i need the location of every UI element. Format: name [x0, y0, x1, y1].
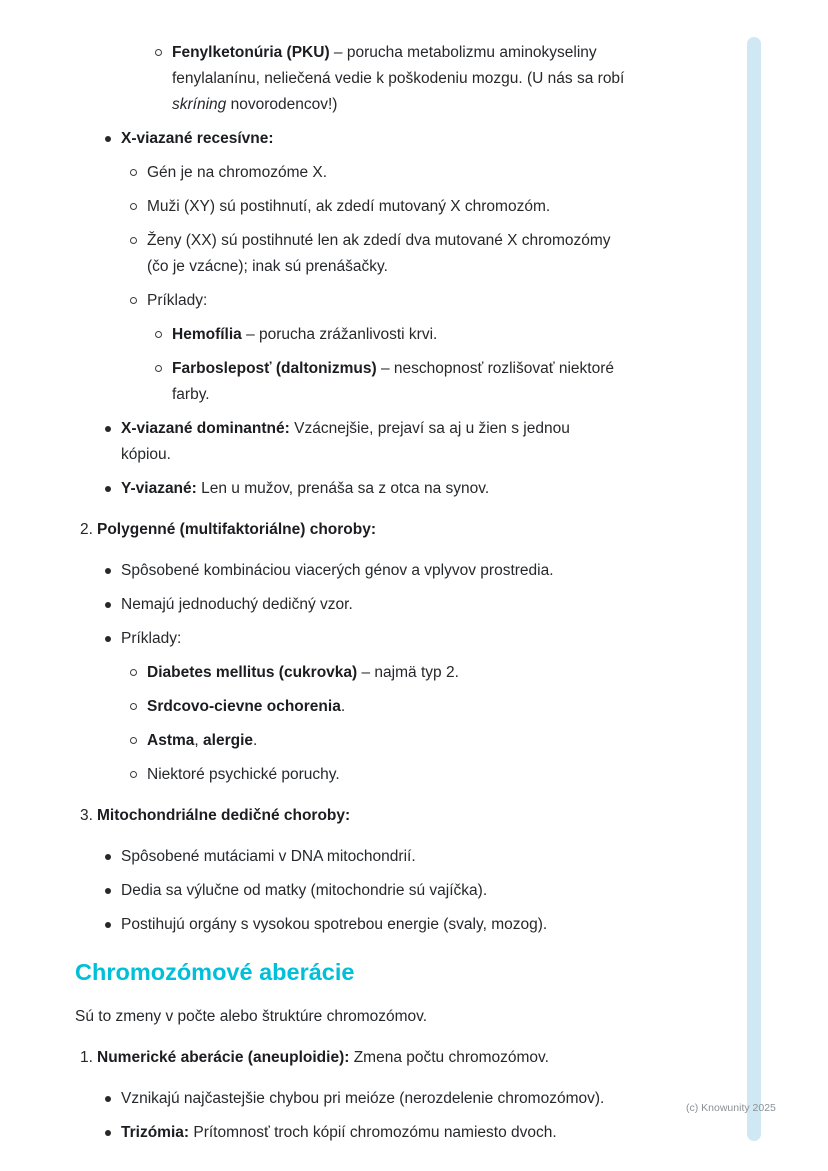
list-item — [75, 1120, 710, 1146]
list-item — [75, 1086, 710, 1112]
numbered-item — [75, 803, 710, 829]
text-run: (čo je vzácne); inak sú prenášačky. — [147, 258, 388, 275]
paragraph — [75, 1004, 710, 1030]
bold-text: Fenylketonúria (PKU) — [172, 44, 330, 61]
item-text — [121, 592, 710, 618]
item-text — [121, 844, 710, 870]
item-text — [147, 228, 710, 280]
text-run: Dedia sa výlučne od matky (mitochondrie sú vajíčka). — [121, 882, 488, 899]
text-run: – porucha zrážanlivosti krvi. — [241, 326, 438, 343]
text-run: fenylalanínu, neliečená vedie k poškodeniu mozgu. (U nás sa robí — [172, 70, 625, 87]
text-run: Sú to zmeny v počte alebo štruktúre chromozómov. — [75, 1008, 428, 1025]
list-item — [75, 160, 710, 186]
list-item — [75, 878, 710, 904]
list-item — [75, 416, 710, 468]
text-run: Gén je na chromozóme X. — [147, 164, 328, 181]
text-run: Postihujú orgány s vysokou spotrebou energie (svaly, mozog). — [121, 916, 548, 933]
text-run: Vzácnejšie, prejaví sa aj u žien s jednou — [289, 420, 570, 437]
list-item — [75, 728, 710, 754]
item-text — [97, 517, 710, 543]
list-item — [75, 194, 710, 220]
bullet-circle-icon — [155, 331, 162, 338]
list-item — [75, 558, 710, 584]
list-item — [75, 694, 710, 720]
item-text — [147, 288, 710, 314]
list-item — [75, 660, 710, 686]
bullet-circle-icon — [130, 669, 137, 676]
bullet-disc-icon — [105, 602, 111, 608]
text-run: Spôsobené mutáciami v DNA mitochondrií. — [121, 848, 416, 865]
item-text — [147, 728, 710, 754]
item-text — [172, 322, 710, 348]
list-item — [75, 844, 710, 870]
text-run: Spôsobené kombináciou viacerých génov a vplyvov prostredia. — [121, 562, 554, 579]
bold-text: Numerické aberácie (aneuploidie): — [97, 1049, 350, 1066]
list-item — [75, 762, 710, 788]
text-run: . — [253, 732, 258, 749]
bullet-circle-icon — [130, 203, 137, 210]
text-run: , — [194, 732, 204, 749]
bold-text: alergie — [203, 732, 253, 749]
bullet-disc-icon — [105, 426, 111, 432]
bold-text: Hemofília — [172, 326, 242, 343]
bullet-circle-icon — [130, 169, 137, 176]
text-run: Vznikajú najčastejšie chybou pri meióze (nerozdelenie chromozómov). — [121, 1090, 605, 1107]
text-run: novorodencov!) — [226, 96, 338, 113]
item-text — [121, 1086, 710, 1112]
list-item — [75, 626, 710, 652]
item-text — [147, 694, 710, 720]
copyright-footer: (c) Knowunity 2025 — [686, 1102, 776, 1114]
item-number: 2. — [80, 521, 93, 538]
numbered-item — [75, 1045, 710, 1071]
text-run: – porucha metabolizmu aminokyseliny — [329, 44, 597, 61]
list-item — [75, 126, 710, 152]
list-item — [75, 476, 710, 502]
bold-text: Astma — [147, 732, 195, 749]
bold-text: X-viazané recesívne: — [121, 130, 274, 147]
numbered-item — [75, 517, 710, 543]
list-item — [75, 288, 710, 314]
bold-text: Y-viazané: — [121, 480, 197, 497]
text-run: . — [340, 698, 346, 715]
list-item — [75, 356, 710, 408]
item-text — [172, 356, 710, 408]
bullet-disc-icon — [105, 1096, 111, 1102]
page-edge-bar — [747, 37, 761, 1141]
text-run: Prítomnosť troch kópií chromozómu namiesto dvoch. — [189, 1124, 557, 1141]
text-run: Nemajú jednoduchý dedičný vzor. — [121, 596, 353, 613]
item-text — [147, 762, 710, 788]
item-text — [147, 194, 710, 220]
bold-text: Polygenné (multifaktoriálne) choroby: — [97, 521, 377, 538]
text-run: – najmä typ 2. — [357, 664, 459, 681]
bullet-circle-icon — [155, 365, 162, 372]
item-text — [121, 626, 710, 652]
item-text — [121, 1120, 710, 1146]
list-item — [75, 228, 710, 280]
item-text — [147, 660, 710, 686]
italic-text: skríning — [172, 96, 227, 113]
list-item — [75, 40, 710, 118]
bullet-circle-icon — [130, 737, 137, 744]
item-number: 3. — [80, 807, 93, 824]
section-heading — [75, 956, 710, 988]
item-text — [121, 476, 710, 502]
bullet-disc-icon — [105, 568, 111, 574]
bullet-disc-icon — [105, 888, 111, 894]
bullet-circle-icon — [130, 297, 137, 304]
bold-text: Farbosleposť (daltonizmus) — [172, 360, 377, 377]
bold-text: Trizómia: — [121, 1124, 190, 1141]
bullet-disc-icon — [105, 486, 111, 492]
text-run: Ženy (XX) sú postihnuté len ak zdedí dva mutované X chromozómy — [147, 232, 611, 249]
text-run: – neschopnosť rozlišovať niektoré — [376, 360, 615, 377]
text-run: Muži (XY) sú postihnutí, ak zdedí mutovaný X chromozóm. — [147, 198, 551, 215]
item-text — [121, 912, 710, 938]
item-text — [121, 126, 710, 152]
bullet-circle-icon — [130, 237, 137, 244]
text-run: Príklady: — [121, 630, 182, 647]
list-item — [75, 912, 710, 938]
bullet-circle-icon — [130, 703, 137, 710]
list-item — [75, 322, 710, 348]
bold-text: Diabetes mellitus (cukrovka) — [147, 664, 358, 681]
item-text — [121, 558, 710, 584]
item-text — [147, 160, 710, 186]
text-run: kópiou. — [121, 446, 171, 463]
bullet-disc-icon — [105, 636, 111, 642]
bullet-disc-icon — [105, 1130, 111, 1136]
item-text — [172, 40, 710, 118]
text-run: Niektoré psychické poruchy. — [147, 766, 340, 783]
text-run: Len u mužov, prenáša sa z otca na synov. — [196, 480, 490, 497]
bold-text: X-viazané dominantné: — [121, 420, 290, 437]
bullet-circle-icon — [130, 771, 137, 778]
text-run: Príklady: — [147, 292, 208, 309]
bold-text: Srdcovo-cievne ochorenia — [147, 698, 341, 715]
text-run: Chromozómové aberácie — [75, 959, 355, 985]
text-run: farby. — [172, 386, 210, 403]
bullet-disc-icon — [105, 136, 111, 142]
bold-text: Mitochondriálne dedičné choroby: — [97, 807, 351, 824]
item-number: 1. — [80, 1049, 93, 1066]
bullet-disc-icon — [105, 922, 111, 928]
text-run: Zmena počtu chromozómov. — [349, 1049, 549, 1066]
bullet-circle-icon — [155, 49, 162, 56]
item-text — [121, 416, 710, 468]
item-text — [97, 1045, 710, 1071]
item-text — [121, 878, 710, 904]
bullet-disc-icon — [105, 854, 111, 860]
list-item — [75, 592, 710, 618]
item-text — [97, 803, 710, 829]
